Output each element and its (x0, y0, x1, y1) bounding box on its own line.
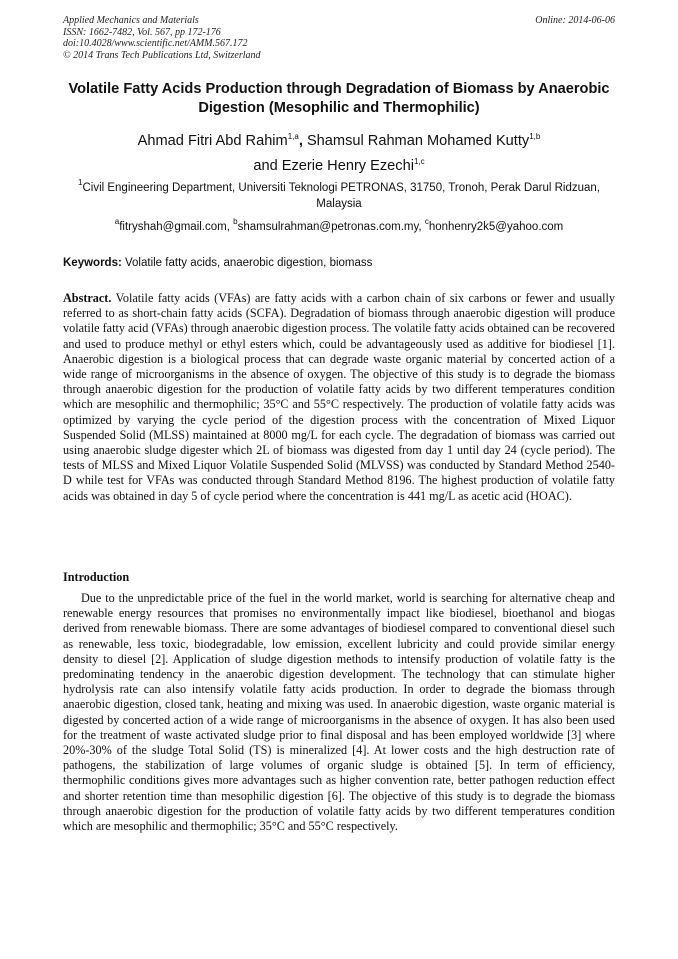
journal-name: Applied Mechanics and Materials (63, 15, 199, 26)
email-separator: , (418, 221, 425, 233)
email-link[interactable]: honhenry2k5@yahoo.com (428, 221, 564, 233)
introduction-heading: Introduction (63, 570, 130, 584)
journal-copyright: © 2014 Trans Tech Publications Ltd, Switzerland (63, 49, 261, 61)
author-name: Shamsul Rahman Mohamed Kutty (306, 133, 530, 149)
keywords (63, 255, 615, 271)
email-link[interactable]: shamsulrahman@petronas.com.my (237, 221, 419, 233)
keywords-label: Keywords: (63, 257, 122, 269)
email-separator: , (226, 221, 234, 233)
abstract-label: Abstract. (63, 291, 112, 305)
abstract (63, 291, 615, 504)
email-superscript: a (114, 217, 120, 226)
author-name: Ezerie Henry Ezechi (281, 158, 414, 174)
author-conjunction: and (253, 158, 282, 174)
author-list (63, 129, 615, 179)
author-superscript: 1,a (287, 132, 299, 141)
journal-info (63, 15, 615, 61)
journal-doi: doi:10.4028/www.scientific.net/AMM.567.172 (63, 38, 248, 49)
paper-title: Volatile Fatty Acids Production through Degradation of Biomass by Anaerobic Digestion (Mesophilic and Thermophilic) (68, 81, 610, 116)
introduction-paragraph: Due to the unpredictable price of the fuel in the world market, world is searching for alternative cheap and renewable energy resources that promises no environmentally impact like biodiesel, bioethanol and biogas derived from renewable biomass. There are some advantages of biodiesel compared to conventional diesel such as renewable, less toxic, biodegradable, low emission, excellent lubricity and could provide similar energy density to diesel [2]. Application of sludge digestion methods to intensify production of volatile fatty is the predominating tendency in the anaerobic digestion development. The technology that can stimulate higher hydrolysis rate can also intensify volatile fatty acids production. In order to degrade the biomass through anaerobic digestion, closed tank, heating and mixing was used. In anaerobic digestion, waste organic material is digested by concerted action of a wide range of microorganisms in the absence of oxygen. It has also been used for the treatment of waste activated sludge prior to final disposal and has been employed worldwide [3] where 20%-30% of the sludge Total Solid (TS) is mineralized [4]. At lower costs and the high destruction rate of pathogens, the stabilization of large volumes of organic sludge is obtained [5]. In term of efficiency, thermophilic conditions gives more advantages such as higher convention rate, better pathogen reduction effect and shorter retention time than mesophilic digestion [6]. The objective of this study is to degrade the biomass through anaerobic digestion for the production of volatile fatty acids by two different temperatures condition which are mesophilic and thermophilic; 35°C and 55°C respectively. (63, 591, 615, 834)
online-date: Online: 2014-06-06 (535, 15, 615, 26)
abstract-text: Volatile fatty acids (VFAs) are fatty acids with a carbon chain of six carbons or fewer and usually referred to as short-chain fatty acids (SCFA). Degradation of biomass through anaerobic digestion will produce volatile fatty acid (VFAs) through anaerobic digestion process. The volatile fatty acids obtained can be recovered and used to produce methyl or ethyl esters which, could be advantageously used as additive for biodiesel [1]. Anaerobic digestion is a biological process that can degrade waste organic material by concerted action of a wide range of microorganisms in the absence of oxygen. The objective of this study is to degrade the biomass through anaerobic digestion for the production of volatile fatty acids by two different temperatures condition which are mesophilic and thermophilic; 35°C and 55°C respectively. The production of volatile fatty acids was optimized by varying the cycle period of the digestion process with the concentration of Mixed Liquor Suspended Solid (MLSS) maintained at 8000 mg/L for each cycle. The degradation of biomass was carried out using anaerobic sludge digester which 2L of biomass was digested from day 1 until day 24 (cycle period). The tests of MLSS and Mixed Liquor Volatile Suspended Solid (MLVSS) was conducted by Standard Method 2540-D while test for VFAs was conducted through Standard Method 8196. The highest production of volatile fatty acids was obtained in day 5 of cycle period where the concentration is 441 mg/L as acetic acid (HOAC). (63, 291, 616, 503)
author-separator: , (298, 133, 307, 149)
author-superscript: 1,c (413, 157, 425, 166)
affiliation-superscript: 1 (78, 178, 83, 187)
email-superscript: b (233, 217, 238, 226)
author-name: Ahmad Fitri Abd Rahim (137, 133, 288, 149)
email-list (63, 219, 615, 235)
journal-header (63, 15, 615, 61)
affiliation (63, 180, 615, 212)
author-superscript: 1,b (529, 132, 541, 141)
email-link[interactable]: fitryshah@gmail.com (119, 221, 227, 233)
keywords-text: Volatile fatty acids, anaerobic digestion, biomass (125, 257, 373, 269)
journal-issn: ISSN: 1662-7482, Vol. 567, pp 172-176 (63, 26, 221, 38)
email-superscript: c (424, 217, 429, 226)
affiliation-text: Civil Engineering Department, Universiti Teknologi PETRONAS, 31750, Tronoh, Perak Darul Ridzuan, Malaysia (82, 182, 600, 210)
